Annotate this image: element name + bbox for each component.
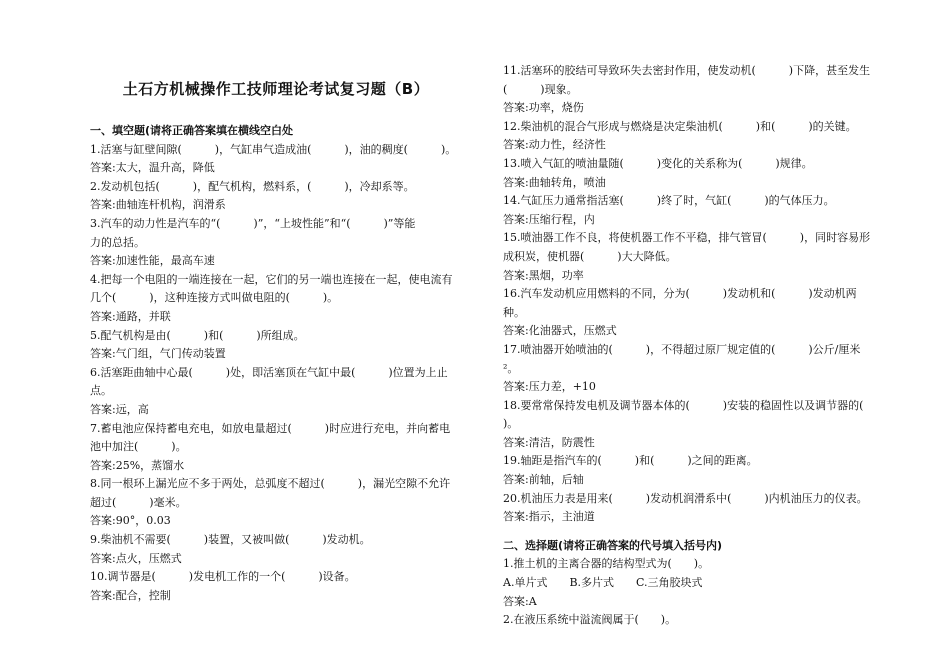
text-line: 10.调节器是( )发电机工作的一个( )设备。 (90, 570, 356, 584)
answer-line: 答案:压缩行程，内 (503, 212, 595, 226)
answer-line: 答案:点火，压燃式 (90, 551, 182, 565)
text-line: 16.汽车发动机应用燃料的不同，分为( )发动机和( )发动机两种。 (503, 287, 857, 319)
text-line: 13.喷入气缸的喷油量随( )变化的关系称为( )规律。 (503, 156, 813, 170)
answer-line: 答案:动力性，经济性 (503, 138, 606, 152)
text-line: 点。 (90, 384, 112, 398)
answer-line: 答案:曲轴转角，喷油 (503, 175, 606, 189)
answer-line: 答案:前轴，后轴 (503, 473, 584, 487)
text-line: 12.柴油机的混合气形成与燃烧是决定柴油机( )和( )的关键。 (503, 119, 857, 133)
text-line: 力的总括。 (90, 235, 145, 249)
text-line: 4.把每一个电阻的一端连接在一起，它们的另一端也连接在一起，使电流有 (90, 272, 453, 286)
answer-line: 答案:配合，控制 (90, 588, 171, 602)
options-line: A.单片式 B.多片式 C.三角胶块式 (503, 576, 703, 590)
answer-line: 答案:通路，并联 (90, 309, 171, 323)
text-line: 6.活塞距曲轴中心最( )处，即活塞顶在气缸中最( )位置为上止 (90, 365, 448, 379)
page-title: 土石方机械操作工技师理论考试复习题（B） (122, 80, 430, 98)
text-line: 1.活塞与缸壁间隙( )，气缸串气造成油( )，油的稠度( )。 (90, 142, 457, 156)
answer-line: 答案:气门组，气门传动装置 (90, 347, 226, 361)
text-line: 11.活塞环的胶结可导致环失去密封作用，使发动机( )下降，甚至发生 (503, 64, 871, 77)
text-line: 2.在液压系统中溢流阀属于( )。 (503, 613, 677, 627)
text-line: 14.气缸压力通常指活塞( )终了时，气缸( )的气体压力。 (503, 194, 835, 208)
text-line: 15.喷油器工作不良，将使机器工作不平稳，排气管冒( )，同时容易形 (503, 231, 871, 245)
section-heading-multiple-choice: 二、选择题(请将正确答案的代号填入括号内) (503, 538, 723, 552)
answer-line: 答案:远，高 (90, 402, 149, 416)
text-line: )。 (503, 417, 519, 431)
text-line: 超过( )毫米。 (90, 495, 187, 509)
section-gap (503, 527, 875, 537)
text-line: 20.机油压力表是用来( )发动机润滑系中( )内机油压力的仪表。 (503, 491, 868, 505)
answer-line: 答案:压力差，+10 (503, 380, 596, 394)
left-column (90, 80, 462, 605)
answer-line: 答案:清洁，防震性 (503, 435, 595, 449)
answer-line: 答案:太大，温升高，降低 (90, 161, 215, 175)
text-line: ( )现象。 (503, 82, 578, 96)
text-line: 1.推土机的主离合器的结构型式为( )。 (503, 557, 710, 571)
text-line: 8.同一根环上漏光应不多于两处，总弧度不超过( )，漏光空隙不允许 (90, 477, 451, 491)
text-line: 2.发动机包括( )，配气机构，燃料系，( )，冷却系等。 (90, 179, 415, 193)
answer-line: 答案:90°，0.03 (90, 514, 171, 528)
section-heading-fill-blank: 一、填空题(请将正确答案填在横线空白处 (90, 124, 294, 137)
answer-line: 答案:A (503, 594, 537, 608)
answer-line: 答案:25%，蒸馏水 (90, 458, 185, 472)
answer-line: 答案:加速性能，最高车速 (90, 254, 215, 268)
text-line: 7.蓄电池应保持蓄电充电，如放电量超过( )时应进行充电，并向蓄电 (90, 421, 451, 435)
right-column (503, 62, 875, 630)
answer-line: 答案:指示，主油道 (503, 510, 595, 524)
answer-line: 答案:化油器式，压燃式 (503, 324, 617, 338)
text-line: 5.配气机构是由( )和( )所组成。 (90, 328, 305, 342)
answer-line: 答案:曲轴连杆机构，润滑系 (90, 198, 226, 212)
text-line: 3.汽车的动力性是汽车的“( )”，“上坡性能”和“( )”等能 (90, 216, 416, 230)
text-line: 几个( )，这种连接方式叫做电阻的( )。 (90, 291, 339, 305)
text-line: 9.柴油机不需要( )装置，又被叫做( )发动机。 (90, 533, 371, 547)
text-line: 池中加注( )。 (90, 440, 187, 454)
text-line: 18.要常常保持发电机及调节器本体的( )安装的稳固性以及调节器的( (503, 398, 864, 412)
text-line: 17.喷油器开始喷油的( )，不得超过原厂规定值的( )公斤/厘米²。 (503, 342, 861, 375)
answer-line: 答案:黑烟，功率 (503, 268, 584, 282)
text-line: 19.轴距是指汽车的( )和( )之间的距离。 (503, 454, 758, 468)
answer-line: 答案:功率，烧伤 (503, 101, 584, 115)
text-line: 成积炭，使机器( )大大降低。 (503, 249, 677, 263)
